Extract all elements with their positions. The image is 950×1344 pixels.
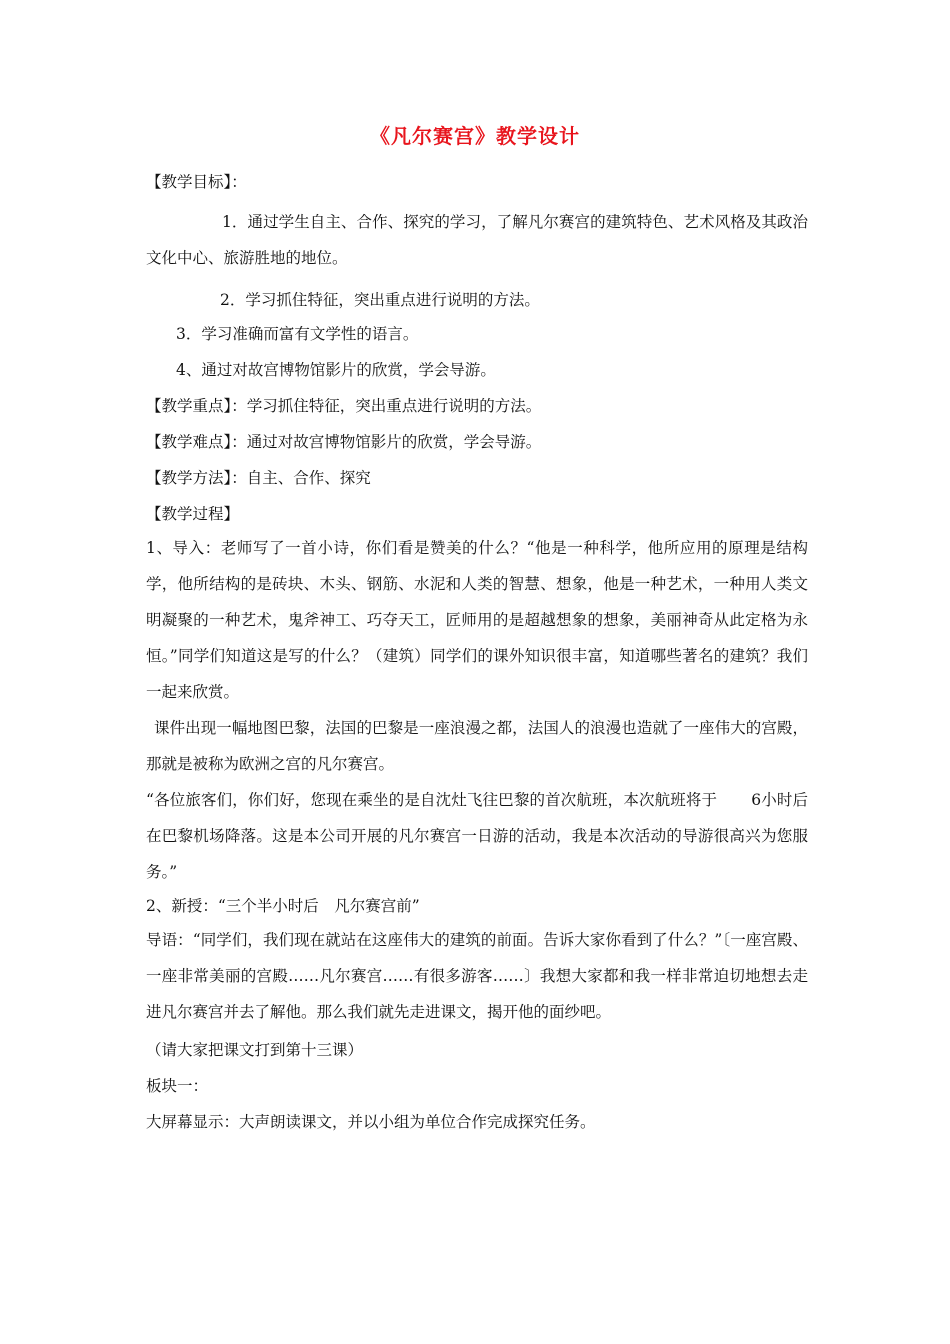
objectives-heading: 【教学目标】： (146, 173, 247, 191)
screen-display: 大屏幕显示：大声朗读课文，并以小组为单位合作完成探究任务。 (146, 1113, 596, 1131)
objective-item: 4、通过对故宫博物馆影片的欣赏，学会导游。 (176, 361, 496, 379)
guide-paragraph: 导语：“同学们，我们现在就站在这座伟大的建筑的前面。告诉大家你看到了什么？”〔一座宫殿、一座非常美丽的宫殿……凡尔赛宫……有很多游客……〕我想大家都和我一样非常迫切地想去走进凡尔赛宫并去了解他。那么我们就先走进课文，揭开他的面纱吧。 (146, 931, 808, 1021)
key-points: 【教学重点】：学习抓住特征，突出重点进行说明的方法。 (146, 397, 542, 415)
document-title: 《凡尔赛宫》教学设计 (370, 124, 580, 148)
difficulties: 【教学难点】：通过对故宫博物馆影片的欣赏，学会导游。 (146, 433, 542, 451)
block-one: 板块一： (146, 1077, 209, 1095)
flight-hours: 6 (751, 791, 762, 809)
flight-announcement (146, 782, 808, 890)
teaching-methods: 【教学方法】：自主、合作、探究 (146, 469, 371, 487)
document-body (146, 172, 808, 1132)
intro-paragraph: 1、导入：老师写了一首小诗，你们看是赞美的什么？“他是一种科学，他所应用的原理是结构学，他所结构的是砖块、木头、钢筋、水泥和人类的智慧、想象，他是一种艺术，一种用人类文明凝聚的一种艺术，鬼斧神工、巧夺天工，匠师用的是超越想象的想象，美丽神奇从此定格为永恒。”同学们知道这是写的什么？（建筑）同学们的课外知识很丰富，知道哪些著名的建筑？我们一起来欣赏。 (146, 539, 808, 701)
courseware-paragraph: 课件出现一幅地图巴黎，法国的巴黎是一座浪漫之都，法国人的浪漫也造就了一座伟大的宫殿，那就是被称为欧洲之宫的凡尔赛宫。 (146, 719, 808, 773)
objective-item: 2．学习抓住特征，突出重点进行说明的方法。 (220, 291, 540, 309)
open-book-note: （请大家把课文打到第十三课） (146, 1041, 364, 1059)
objective-item: 1．通过学生自主、合作、探究的学习，了解凡尔赛宫的建筑特色、艺术风格及其政治文化中心、旅游胜地的地位。 (146, 213, 808, 267)
new-lesson: 2、新授：“三个半小时后 凡尔赛宫前” (146, 897, 420, 915)
flight-announcement-part1: “各位旅客们，你们好，您现在乘坐的是自沈灶飞往巴黎的首次航班，本次航班将于 (146, 791, 718, 809)
process-heading: 【教学过程】 (146, 505, 240, 523)
flight-announcement-part2: 小时后在巴黎机场降落。这是本公司开展的凡尔赛宫一日游的活动，我是本次活动的导游很高兴为您服务。” (146, 791, 808, 881)
objective-item: 3．学习准确而富有文学性的语言。 (176, 325, 419, 343)
